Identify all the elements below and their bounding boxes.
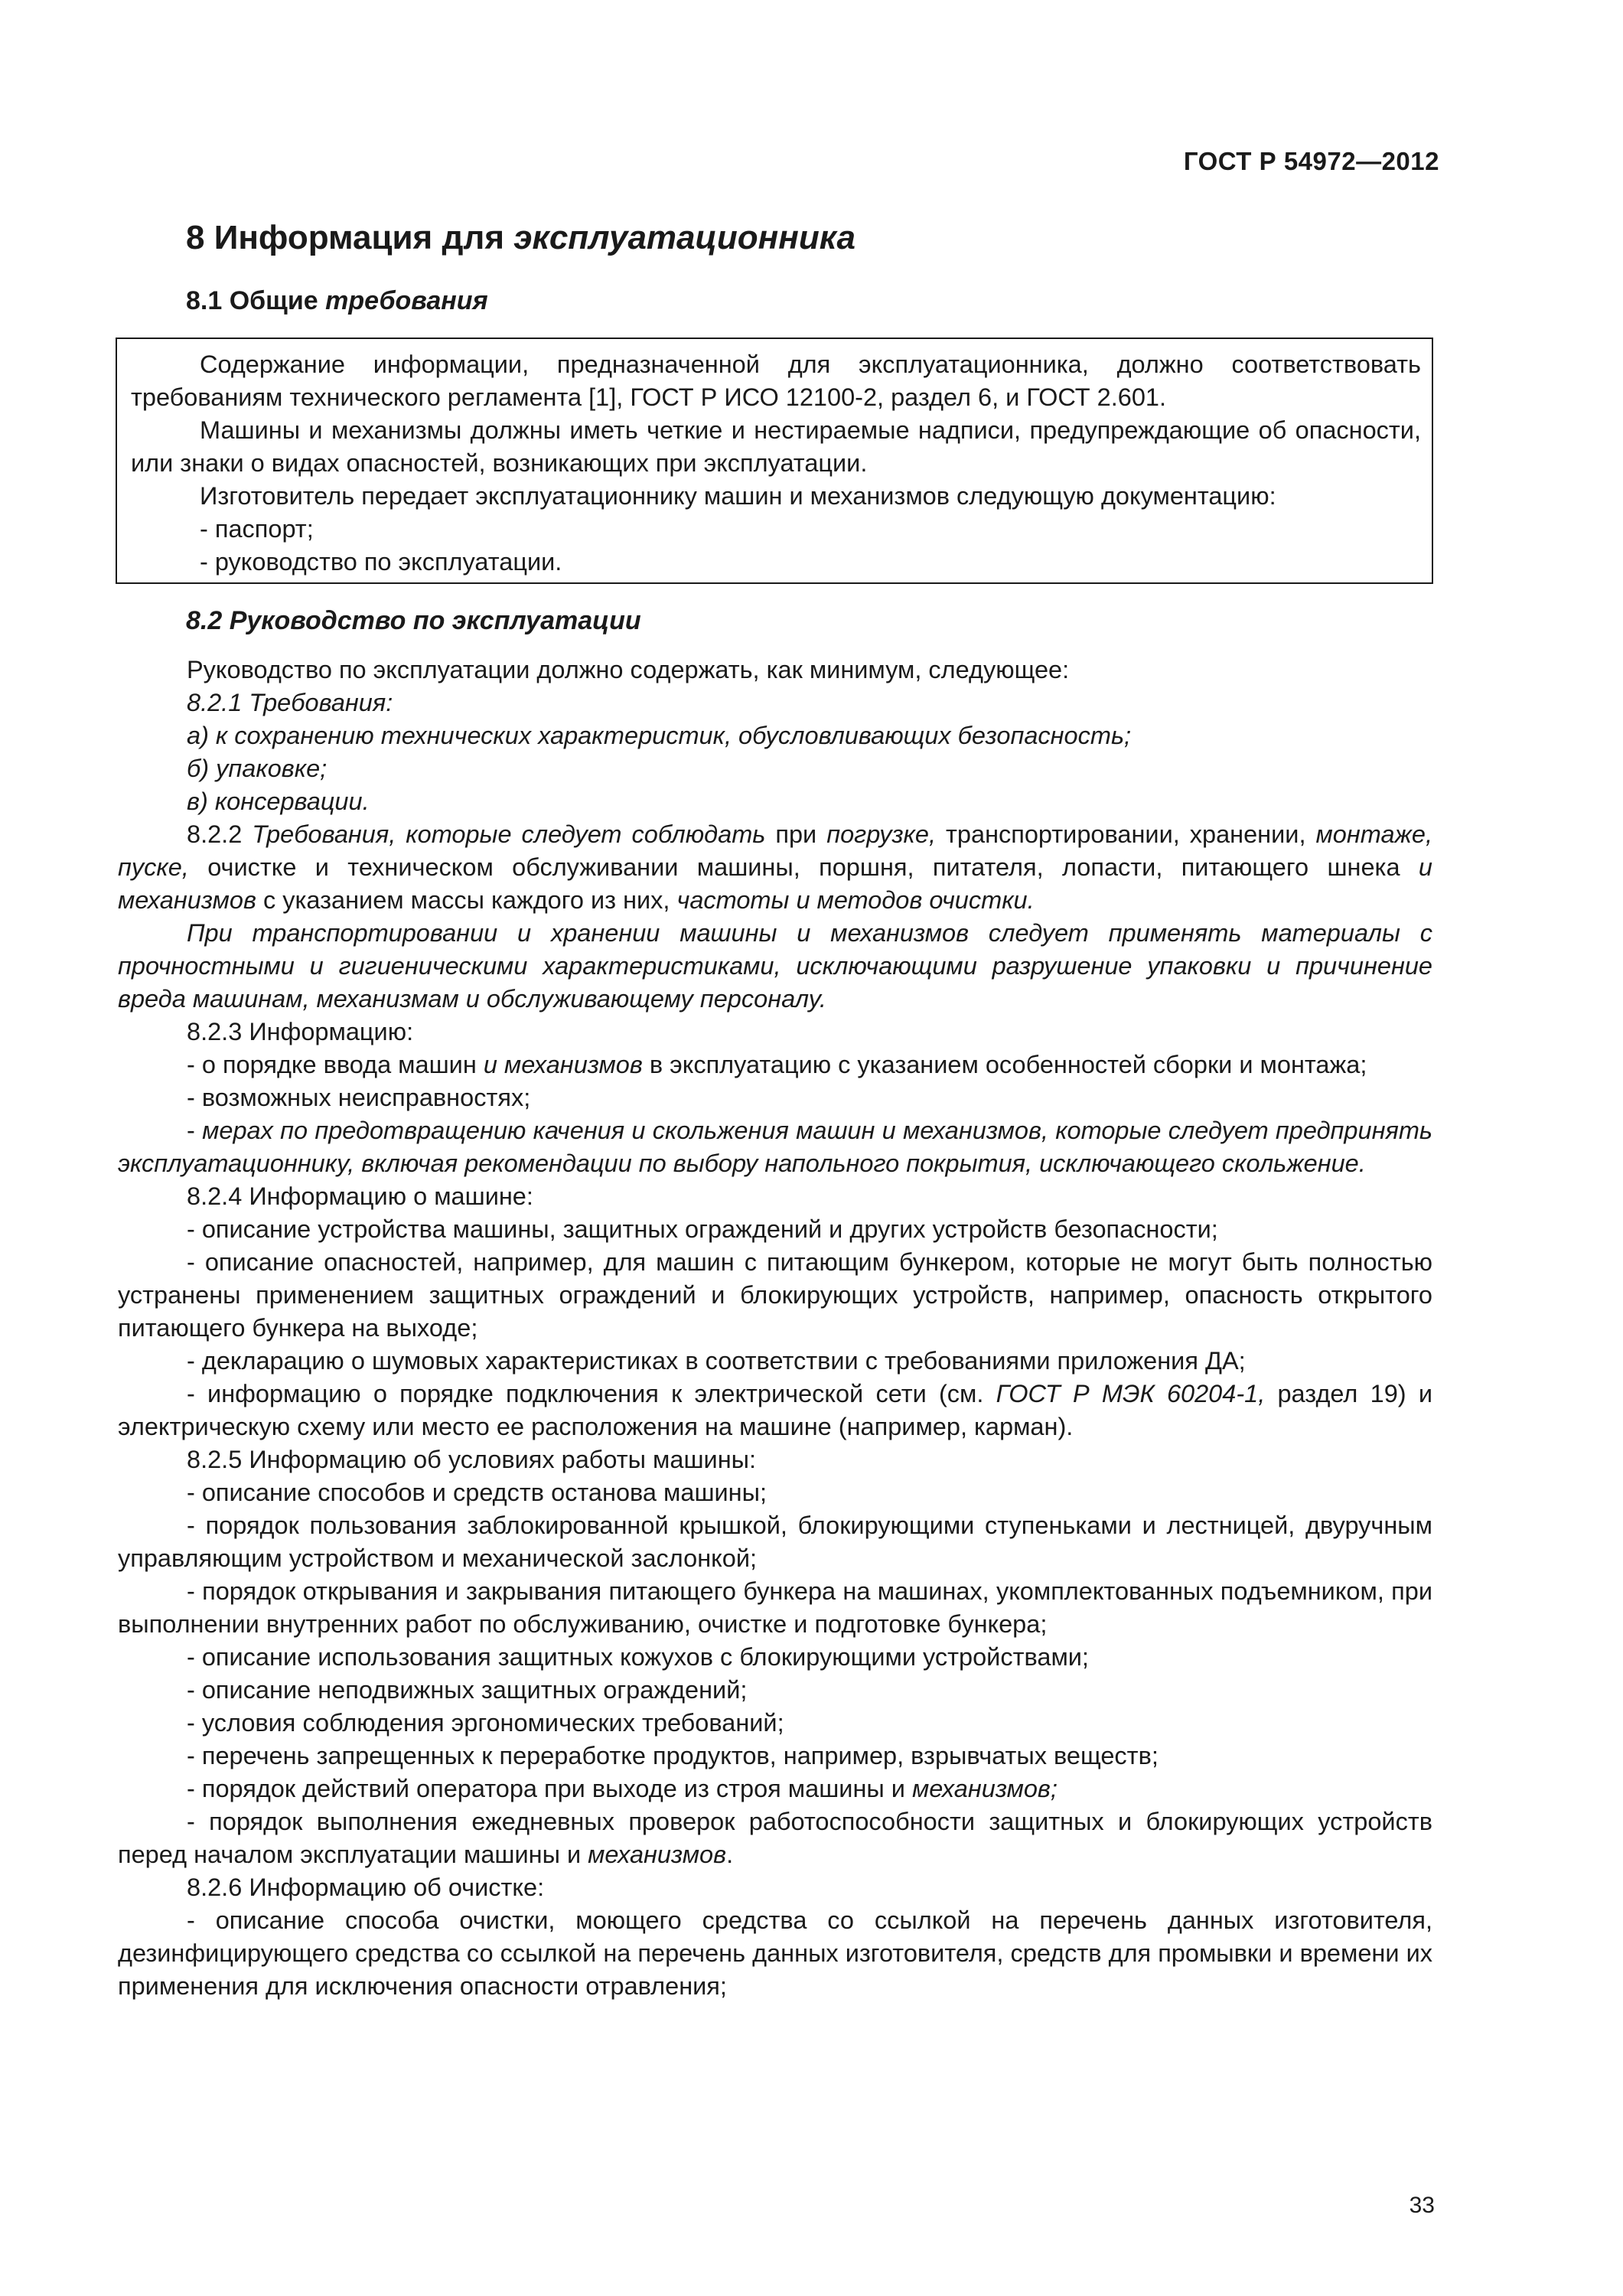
- text-run: частоты и методов очистки.: [676, 886, 1035, 914]
- section-title-italic: эксплуатационника: [513, 219, 856, 256]
- section-8-1-heading: [186, 286, 488, 316]
- text-run: ГОСТ Р МЭК 60204-1,: [996, 1380, 1266, 1407]
- clause-title: 8.2.6 Информацию об очистке:: [187, 1874, 545, 1901]
- section-8-2-heading: 8.2 Руководство по эксплуатации: [186, 606, 641, 635]
- clause-title: 8.2.5 Информацию об условиях работы машины:: [187, 1446, 757, 1473]
- list-item: б) упаковке;: [187, 755, 328, 782]
- text-run: .: [726, 1841, 734, 1868]
- paragraph: [118, 818, 1432, 917]
- text-run: механизмов: [588, 1841, 727, 1868]
- clause-title: 8.2.3 Информацию:: [187, 1018, 414, 1045]
- list-item: в) консервации.: [187, 788, 370, 815]
- paragraph: Изготовитель передает эксплуатационнику машин и механизмов следующую документацию:: [200, 482, 1276, 510]
- section-number: 8: [186, 219, 205, 256]
- text-run: Требования, которые следует соблюдать: [252, 820, 766, 848]
- text-run: механизмов;: [911, 1775, 1058, 1802]
- requirements-frame: [116, 338, 1433, 584]
- text-run: и механизмов: [118, 853, 1432, 914]
- text-run: раздел 19) и электрическую схему или место ее расположения на машине (например, карман).: [118, 1380, 1432, 1440]
- text-run: транспортировании, хранении,: [936, 820, 1316, 848]
- text-run: и механизмов: [483, 1051, 643, 1078]
- subsection-title-italic: требования: [325, 286, 488, 315]
- paragraph: При транспортировании и хранении машины и механизмов следует применять материалы с прочностными и гигиеническими характеристиками, исключающими разрушение упаковки и причинение вреда машинам, механизмам и обслуживающему персоналу.: [118, 919, 1432, 1013]
- list-item: - возможных неисправностях;: [187, 1084, 531, 1111]
- document-code: ГОСТ Р 54972—2012: [1183, 147, 1439, 175]
- list-item: - описание устройства машины, защитных ограждений и других устройств безопасности;: [187, 1215, 1218, 1243]
- text-run: мерах по предотвращению качения и скольжения машин и механизмов, которые следует предпринять эксплуатационнику, включая рекомендации по выбору напольного покрытия, исключающего скольжение.: [118, 1117, 1432, 1177]
- list-item: [118, 1378, 1432, 1443]
- list-item: - декларацию о шумовых характеристиках в соответствии с требованиями приложения ДА;: [187, 1347, 1246, 1375]
- text-run: - информацию о порядке подключения к электрической сети (см.: [187, 1380, 996, 1407]
- paragraph: Руководство по эксплуатации должно содержать, как минимум, следующее:: [187, 656, 1070, 683]
- section-8-heading: [186, 219, 855, 257]
- list-item: - порядок пользования заблокированной крышкой, блокирующими ступеньками и лестницей, двуручным управляющим устройством и механической заслонкой;: [118, 1512, 1432, 1572]
- clause-number: 8.2.2: [187, 820, 243, 848]
- list-item: [118, 1114, 1432, 1180]
- list-item: - паспорт;: [200, 515, 314, 543]
- text-run: погрузке,: [826, 820, 937, 848]
- subsection-title-plain: Общие: [229, 286, 318, 315]
- clause-title: 8.2.1 Требования:: [187, 689, 393, 716]
- list-item: - описание опасностей, например, для машин с питающим бункером, которые не могут быть полностью устранены применением защитных ограждений и блокирующих устройств, например, опасность открытого питающего бункера на выходе;: [118, 1248, 1432, 1342]
- list-item: - порядок открывания и закрывания питающего бункера на машинах, укомплектованных подъемником, при выполнении внутренних работ по обслуживанию, очистке и подготовке бункера;: [118, 1577, 1432, 1638]
- paragraph: Машины и механизмы должны иметь четкие и нестираемые надписи, предупреждающие об опасности, или знаки о видах опасностей, возникающих при эксплуатации.: [131, 416, 1421, 477]
- list-item: [118, 1049, 1432, 1081]
- list-item: [118, 1773, 1432, 1805]
- paragraph: Содержание информации, предназначенной для эксплуатационника, должно соответствовать требованиям технического регламента [1], ГОСТ Р ИСО 12100-2, раздел 6, и ГОСТ 2.601.: [131, 351, 1421, 411]
- text-run: с указанием массы каждого из них,: [256, 886, 677, 914]
- list-item: - перечень запрещенных к переработке продуктов, например, взрывчатых веществ;: [187, 1742, 1159, 1769]
- subsection-number: 8.1: [186, 286, 223, 315]
- list-item: - условия соблюдения эргономических требований;: [187, 1709, 784, 1737]
- clause-title: 8.2.4 Информацию о машине:: [187, 1182, 533, 1210]
- page-number: 33: [1409, 2193, 1435, 2218]
- section-title-plain: Информация для: [213, 219, 505, 256]
- list-item: - описание использования защитных кожухов с блокирующими устройствами;: [187, 1643, 1089, 1671]
- list-item: [118, 1805, 1432, 1871]
- text-run: - порядок выполнения ежедневных проверок работоспособности защитных и блокирующих устройств перед началом эксплуатации машины и: [118, 1808, 1432, 1868]
- text-run: при: [765, 820, 827, 848]
- text-run: -: [187, 1117, 203, 1144]
- list-item: - описание способа очистки, моющего средства со ссылкой на перечень данных изготовителя, дезинфицирующего средства со ссылкой на перечень данных изготовителя, средств для промывки и времени их применения для исключения опасности отравления;: [118, 1906, 1432, 2000]
- list-item: - описание неподвижных защитных ограждений;: [187, 1676, 748, 1704]
- list-item: - руководство по эксплуатации.: [200, 548, 562, 576]
- text-run: - о порядке ввода машин: [187, 1051, 484, 1078]
- text-run: в эксплуатацию с указанием особенностей сборки и монтажа;: [642, 1051, 1367, 1078]
- list-item: а) к сохранению технических характеристик, обусловливающих безопасность;: [187, 722, 1132, 749]
- body-text: [118, 654, 1432, 2003]
- text-run: монтаже, пуске,: [118, 820, 1432, 881]
- list-item: - описание способов и средств останова машины;: [187, 1479, 768, 1506]
- text-run: очистке и техническом обслуживании машины, поршня, питателя, лопасти, питающего шнека: [188, 853, 1419, 881]
- text-run: - порядок действий оператора при выходе из строя машины и: [187, 1775, 912, 1802]
